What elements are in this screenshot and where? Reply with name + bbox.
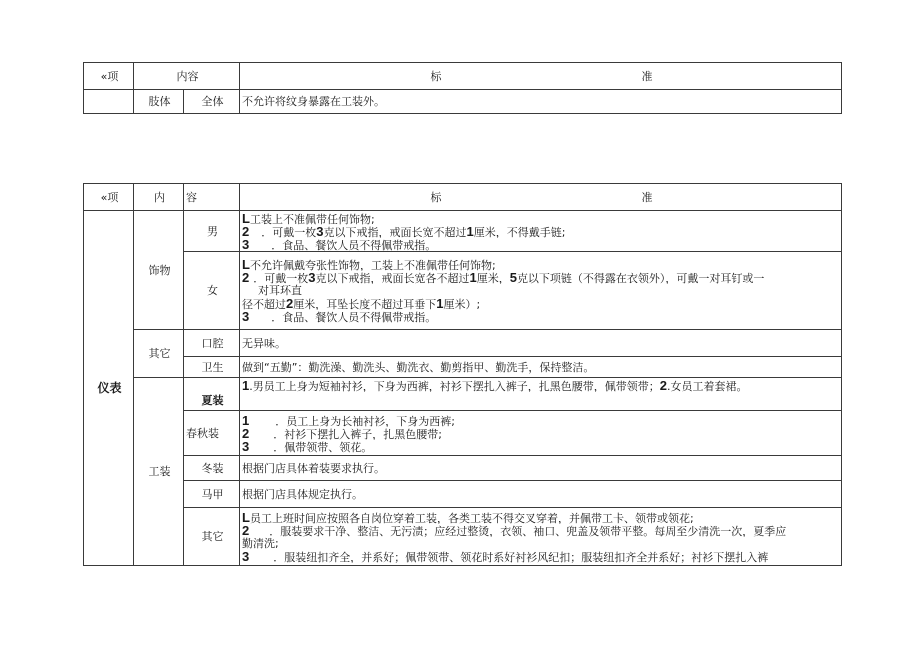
list-number: 2 [242, 426, 250, 440]
header-standard [240, 184, 842, 211]
standard-line [242, 297, 841, 310]
list-number: 2 [242, 224, 250, 238]
table-row [84, 378, 842, 411]
sub-oral: 口腔 [184, 330, 240, 357]
table-row [84, 456, 842, 481]
table-2-header-row [84, 184, 842, 211]
standard-text-segment: 厘米，不得戴手链; [473, 225, 566, 238]
table-row [84, 508, 842, 566]
standard-oral: 无异味。 [240, 330, 842, 357]
standard-text-segment: ．可戴一枚 [261, 225, 317, 238]
list-number: 3 [242, 237, 250, 251]
list-number: L [242, 258, 250, 271]
table-2 [83, 183, 842, 566]
standard-line [242, 238, 841, 251]
sub-winter: 冬装 [184, 456, 240, 481]
list-number: 3 [242, 439, 250, 453]
list-number: L [242, 211, 250, 225]
standard-line [242, 550, 841, 563]
standard-line [242, 414, 841, 427]
standard-vest: 根据门店具体规定执行。 [240, 481, 842, 508]
list-number: 3 [242, 310, 250, 323]
header-standard-b: 准 [641, 69, 653, 83]
standard-text-segment: .女员工着套裙。 [666, 380, 748, 392]
standard-text-segment: ．食品、餐饮人员不得佩带戒指。 [271, 311, 437, 323]
header-standard-a: 标 [430, 190, 442, 204]
table-row [84, 481, 842, 508]
sub-vest: 马甲 [184, 481, 240, 508]
table-1 [83, 62, 842, 114]
sub-hygiene: 卫生 [184, 357, 240, 378]
list-number: 1 [469, 271, 477, 284]
standard-text-segment: 克以下戒指，戒面长宽不超过 [323, 225, 467, 238]
table-row [84, 211, 842, 252]
standard-spring-autumn [240, 411, 842, 456]
group-accessories: 饰物 [134, 211, 184, 330]
list-number: 2 [242, 271, 250, 284]
table-row [84, 411, 842, 456]
standard-line [242, 310, 841, 323]
standard-male [240, 211, 842, 252]
standard-line [242, 427, 841, 440]
standard-text-segment: 径不超过 [242, 298, 286, 310]
list-number: 1 [436, 297, 444, 310]
list-number: 3 [308, 271, 316, 284]
standard-line [242, 537, 841, 550]
sub-female: 女 [184, 252, 240, 330]
standard-text-segment: .男员工上身为短袖衬衫，下身为西裤，衬衫下摆扎入裤子，扎黑色腰带，佩带领带； [249, 380, 660, 392]
list-number: 2 [659, 379, 667, 392]
standard-text-segment: 厘米， [476, 272, 510, 284]
standard-text-segment: 员工上班时间应按照各自岗位穿着工装，各类工装不得交叉穿着，并佩带工卡、领带或领花; [249, 511, 694, 524]
standard-text-segment: 厘米，耳坠长度不超过耳垂下 [293, 298, 437, 310]
standard-text-segment: ．服装要求干净、整洁、无污渍；应经过整烫，衣领、袖口、兜盖及领带平整。每周至少清洗一次，夏季应 [269, 524, 787, 537]
standard-uniform-other [240, 508, 842, 566]
standard-line [242, 212, 841, 225]
standard-text-segment: 对耳环直 [258, 284, 302, 297]
header-item: «项 [84, 184, 134, 211]
header-content-b: 容 [184, 184, 240, 211]
standard-text-segment: 克以下项链（不得露在衣领外），可戴一对耳钉或一 [516, 272, 765, 284]
item-cell-empty [84, 90, 134, 114]
list-number: L [242, 510, 250, 524]
standard-line [242, 524, 841, 537]
standard-text-segment: 不允许佩戴夸张性饰物，工装上不准佩带任何饰物; [249, 259, 496, 271]
sub-male: 男 [184, 211, 240, 252]
table-row [84, 90, 842, 114]
standard-text-segment: ．员工上身为长袖衬衫，下身为西裤; [275, 414, 455, 427]
list-number: 2 [286, 297, 294, 310]
list-number: 3 [316, 224, 324, 238]
list-number: 1 [242, 379, 250, 392]
category-appearance: 仪表 [84, 211, 134, 566]
list-number: 3 [242, 549, 250, 563]
sub-spring-autumn: 春秋装 [184, 411, 240, 456]
content-limb: 肢体 [134, 90, 184, 114]
list-number: 1 [242, 413, 250, 427]
standard-text-segment: ．衬衫下摆扎入裤子，扎黑色腰带; [273, 427, 442, 440]
list-number: 2 [242, 523, 250, 537]
standard-line [242, 225, 841, 238]
standard-line [242, 379, 841, 392]
standard-line [242, 440, 841, 453]
standard-line [242, 271, 841, 284]
standard-text-segment: ．佩带领带、领花。 [273, 440, 373, 453]
table-1-header-row [84, 63, 842, 90]
standard-winter: 根据门店具体着装要求执行。 [240, 456, 842, 481]
standard-summer [240, 378, 842, 411]
table-row [84, 330, 842, 357]
header-standard-b: 准 [641, 190, 653, 204]
list-number: 5 [509, 271, 517, 284]
header-item: «项 [84, 63, 134, 90]
table-row [84, 252, 842, 330]
standard-text-segment: 工装上不准佩带任何饰物; [249, 212, 375, 225]
table-row [84, 357, 842, 378]
standard-text: 不允许将纹身暴露在工装外。 [240, 90, 842, 114]
standard-text-segment: 厘米）; [443, 298, 481, 310]
standard-text-segment: ．可戴一枚 [253, 272, 309, 284]
group-uniform: 工装 [134, 378, 184, 566]
content-whole: 全体 [184, 90, 240, 114]
sub-summer: 夏装 [184, 378, 240, 411]
standard-text-segment: ．食品、餐饮人员不得佩带戒指。 [271, 238, 437, 251]
standard-line [242, 258, 841, 271]
header-standard-a: 标 [430, 69, 442, 83]
standard-text-segment: 勤清洗; [242, 536, 279, 550]
header-content-a: 内 [134, 184, 184, 211]
standard-line [242, 284, 841, 297]
group-other: 其它 [134, 330, 184, 378]
standard-hygiene: 做到“五勤”：勤洗澡、勤洗头、勤洗衣、勤剪指甲、勤洗手，保持整洁。 [240, 357, 842, 378]
standard-text-segment: ．服装纽扣齐全，并系好；佩带领带、领花时系好衬衫风纪扣；服装纽扣齐全并系好；衬衫下摆扎入裤 [273, 550, 769, 563]
header-content: 内容 [134, 63, 240, 90]
standard-line [242, 511, 841, 524]
sub-uniform-other: 其它 [184, 508, 240, 566]
standard-text-segment: 克以下戒指，戒面长宽各不超过 [315, 272, 470, 284]
list-number: 1 [466, 224, 474, 238]
standard-female [240, 252, 842, 330]
header-standard [240, 63, 842, 90]
